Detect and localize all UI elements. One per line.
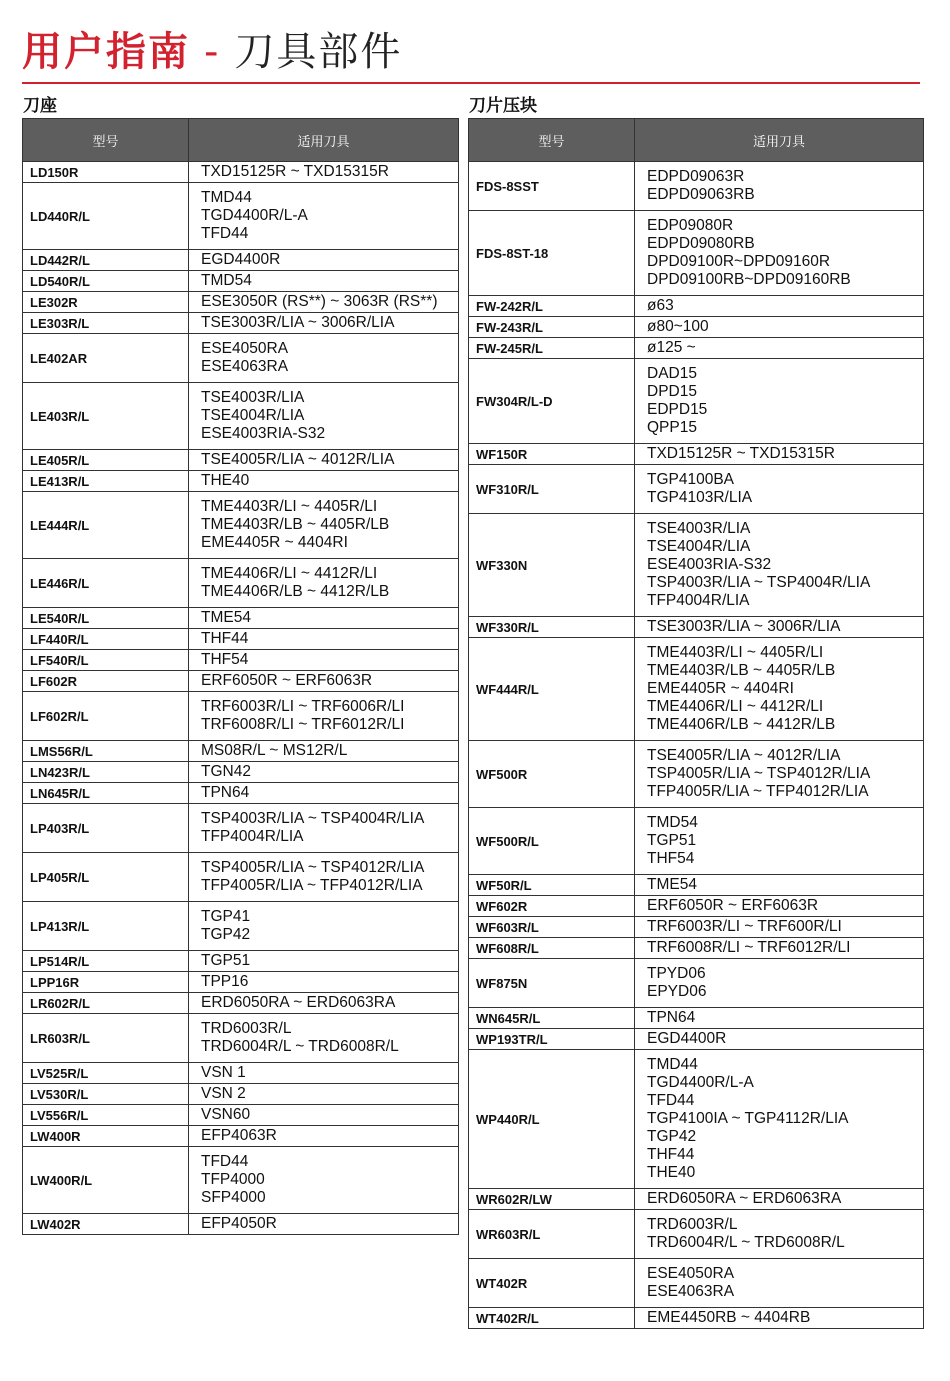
table-row <box>469 162 924 211</box>
tool-line: ERD6050RA ~ ERD6063RA <box>201 994 396 1011</box>
tool-line: EDPD09063R <box>647 168 745 185</box>
tool-line: TGN42 <box>201 763 251 780</box>
tools-cell <box>189 671 459 692</box>
table-row <box>469 1308 924 1329</box>
tool-line: THF54 <box>201 651 249 668</box>
tools-cell <box>189 162 459 183</box>
model-cell: FDS-8SST <box>469 162 635 211</box>
tools-cell <box>189 1014 459 1063</box>
model-cell: LE405R/L <box>23 450 189 471</box>
tool-line: TGP42 <box>201 926 251 943</box>
table-row <box>23 671 459 692</box>
right-section-heading: 刀片压块 <box>469 96 537 116</box>
tool-line: TPP16 <box>201 973 249 990</box>
tool-line: ø125 ~ <box>647 339 696 356</box>
tools-cell <box>635 296 924 317</box>
model-cell: LE444R/L <box>23 492 189 559</box>
model-cell: LP413R/L <box>23 902 189 951</box>
tools-cell <box>635 1210 924 1259</box>
table-header-row <box>469 119 924 162</box>
tool-line: EDPD15 <box>647 401 708 418</box>
tools-cell <box>635 1050 924 1189</box>
tools-cell <box>189 1084 459 1105</box>
table-row <box>23 650 459 671</box>
table-row <box>469 465 924 514</box>
table-row <box>23 762 459 783</box>
tool-line: THF44 <box>201 630 249 647</box>
table-row <box>469 808 924 875</box>
model-cell: LN423R/L <box>23 762 189 783</box>
tools-cell <box>189 1214 459 1235</box>
tool-line: THE40 <box>647 1164 696 1181</box>
model-cell: FDS-8ST-18 <box>469 211 635 296</box>
tool-line: ESE4063RA <box>647 1283 735 1300</box>
tools-cell <box>635 741 924 808</box>
tools-cell <box>635 638 924 741</box>
tools-cell <box>635 317 924 338</box>
table-row <box>23 334 459 383</box>
table-row <box>469 938 924 959</box>
model-cell: LF540R/L <box>23 650 189 671</box>
tool-line: EDP09080R <box>647 217 734 234</box>
tool-line: MS08R/L ~ MS12R/L <box>201 742 348 759</box>
table-row <box>23 902 459 951</box>
tool-line: TFP4004R/LIA <box>201 828 304 845</box>
model-cell: LE302R <box>23 292 189 313</box>
tool-line: TSP4005R/LIA ~ TSP4012R/LIA <box>201 859 425 876</box>
tool-line: TGP4100IA ~ TGP4112R/LIA <box>647 1110 849 1127</box>
model-cell: WR603R/L <box>469 1210 635 1259</box>
tools-cell <box>189 559 459 608</box>
tools-cell <box>635 338 924 359</box>
model-cell: LD442R/L <box>23 250 189 271</box>
tool-line: TRD6003R/L <box>201 1020 292 1037</box>
tool-line: TSE4005R/LIA ~ 4012R/LIA <box>647 747 841 764</box>
tool-line: VSN 2 <box>201 1085 246 1102</box>
model-cell: WF500R/L <box>469 808 635 875</box>
tool-line: TSE4003R/LIA <box>647 520 751 537</box>
model-cell: LV525R/L <box>23 1063 189 1084</box>
tools-cell <box>189 450 459 471</box>
model-cell: LPP16R <box>23 972 189 993</box>
tool-line: TME4406R/LI ~ 4412R/LI <box>201 565 378 582</box>
model-cell: WF310R/L <box>469 465 635 514</box>
table-row <box>469 1050 924 1189</box>
tools-cell <box>189 853 459 902</box>
table-row <box>23 450 459 471</box>
tool-line: QPP15 <box>647 419 697 436</box>
tool-line: EDPD09063RB <box>647 186 755 203</box>
table-row <box>23 250 459 271</box>
tools-cell <box>635 896 924 917</box>
tool-holder-table <box>22 118 459 1235</box>
col-header-model: 型号 <box>469 119 635 162</box>
col-header-tools: 适用刀具 <box>635 119 924 162</box>
table-row <box>23 853 459 902</box>
model-cell: WF602R <box>469 896 635 917</box>
tools-cell <box>635 1189 924 1210</box>
tools-cell <box>189 271 459 292</box>
table-row <box>23 471 459 492</box>
model-cell: WN645R/L <box>469 1008 635 1029</box>
tool-line: TFP4005R/LIA ~ TFP4012R/LIA <box>201 877 423 894</box>
model-cell: LD150R <box>23 162 189 183</box>
model-cell: WF330R/L <box>469 617 635 638</box>
tool-line: TSE4004R/LIA <box>647 538 751 555</box>
model-cell: LV530R/L <box>23 1084 189 1105</box>
tools-cell <box>189 1126 459 1147</box>
tools-cell <box>189 783 459 804</box>
table-row <box>23 972 459 993</box>
tool-line: EFP4063R <box>201 1127 277 1144</box>
tool-line: TRF6003R/LI ~ TRF600R/LI <box>647 918 842 935</box>
table-row <box>469 638 924 741</box>
model-cell: WF603R/L <box>469 917 635 938</box>
model-cell: LF602R/L <box>23 692 189 741</box>
tool-line: EDPD09080RB <box>647 235 755 252</box>
table-row <box>469 1210 924 1259</box>
tool-line: VSN 1 <box>201 1064 246 1081</box>
tool-line: DPD15 <box>647 383 697 400</box>
col-header-model: 型号 <box>23 119 189 162</box>
tool-line: TFD44 <box>201 1153 249 1170</box>
tool-line: TFP4000 <box>201 1171 265 1188</box>
left-section-heading: 刀座 <box>23 96 57 116</box>
model-cell: FW-243R/L <box>469 317 635 338</box>
model-cell: LN645R/L <box>23 783 189 804</box>
tool-line: TSP4005R/LIA ~ TSP4012R/LIA <box>647 765 871 782</box>
model-cell: WF608R/L <box>469 938 635 959</box>
tool-line: TGD4400R/L-A <box>201 207 308 224</box>
tool-line: THF54 <box>647 850 695 867</box>
tool-line: TFD44 <box>201 225 249 242</box>
table-row <box>469 917 924 938</box>
model-cell: LF602R <box>23 671 189 692</box>
tool-line: ESE4050RA <box>201 340 289 357</box>
model-cell: LP403R/L <box>23 804 189 853</box>
tool-line: TFD44 <box>647 1092 695 1109</box>
model-cell: LV556R/L <box>23 1105 189 1126</box>
tool-line: TPN64 <box>647 1009 696 1026</box>
model-cell: LW400R/L <box>23 1147 189 1214</box>
table-row <box>469 741 924 808</box>
table-row <box>23 1214 459 1235</box>
tool-line: TME4403R/LB ~ 4405R/LB <box>201 516 390 533</box>
table-row <box>469 296 924 317</box>
tool-line: TGP51 <box>647 832 697 849</box>
title-separator: - <box>204 29 221 75</box>
tool-line: TPYD06 <box>647 965 706 982</box>
tool-line: TGP4100BA <box>647 471 735 488</box>
tool-line: TSE3003R/LIA ~ 3006R/LIA <box>647 618 841 635</box>
model-cell: LE446R/L <box>23 559 189 608</box>
table-row <box>23 492 459 559</box>
tools-cell <box>635 617 924 638</box>
tool-line: TME4406R/LI ~ 4412R/LI <box>647 698 824 715</box>
table-row <box>469 359 924 444</box>
model-cell: WF50R/L <box>469 875 635 896</box>
tool-line: EME4450RB ~ 4404RB <box>647 1309 811 1326</box>
model-cell: WT402R/L <box>469 1308 635 1329</box>
table-row <box>469 514 924 617</box>
tools-cell <box>189 292 459 313</box>
model-cell: FW-242R/L <box>469 296 635 317</box>
model-cell: WT402R <box>469 1259 635 1308</box>
model-cell: LR603R/L <box>23 1014 189 1063</box>
table-row <box>23 783 459 804</box>
table-row <box>469 875 924 896</box>
tools-cell <box>635 938 924 959</box>
tools-cell <box>635 875 924 896</box>
table-row <box>469 896 924 917</box>
table-header-row <box>23 119 459 162</box>
model-cell: LE403R/L <box>23 383 189 450</box>
table-row <box>23 559 459 608</box>
tools-cell <box>189 650 459 671</box>
tools-cell <box>635 359 924 444</box>
model-cell: WF875N <box>469 959 635 1008</box>
tools-cell <box>189 993 459 1014</box>
table-row <box>23 292 459 313</box>
tool-line: TGP42 <box>647 1128 697 1145</box>
tool-line: ø80~100 <box>647 318 709 335</box>
table-row <box>469 317 924 338</box>
tool-line: ERD6050RA ~ ERD6063RA <box>647 1190 842 1207</box>
table-row <box>23 951 459 972</box>
page-title <box>22 28 402 76</box>
tools-cell <box>189 629 459 650</box>
model-cell: FW304R/L-D <box>469 359 635 444</box>
table-row <box>23 741 459 762</box>
model-cell: WF150R <box>469 444 635 465</box>
tools-cell <box>189 250 459 271</box>
title-rule <box>22 82 920 84</box>
title-sub: 刀具部件 <box>234 29 403 75</box>
tool-line: EME4405R ~ 4404RI <box>201 534 348 551</box>
table-row <box>469 444 924 465</box>
model-cell: LE413R/L <box>23 471 189 492</box>
tool-line: TSP4003R/LIA ~ TSP4004R/LIA <box>647 574 871 591</box>
tool-line: TPN64 <box>201 784 250 801</box>
tool-line: ERF6050R ~ ERF6063R <box>647 897 819 914</box>
table-row <box>23 993 459 1014</box>
tool-line: TSP4003R/LIA ~ TSP4004R/LIA <box>201 810 425 827</box>
tool-line: TMD54 <box>647 814 698 831</box>
tool-line: ø63 <box>647 297 674 314</box>
tool-line: EME4405R ~ 4404RI <box>647 680 794 697</box>
tool-line: TRF6008R/LI ~ TRF6012R/LI <box>201 716 405 733</box>
table-row <box>23 1105 459 1126</box>
model-cell: LE540R/L <box>23 608 189 629</box>
model-cell: LD440R/L <box>23 183 189 250</box>
insert-clamp-table <box>468 118 924 1329</box>
tool-line: TME54 <box>201 609 251 626</box>
tools-cell <box>189 383 459 450</box>
tool-line: TFP4005R/LIA ~ TFP4012R/LIA <box>647 783 869 800</box>
tools-cell <box>189 313 459 334</box>
tools-cell <box>189 608 459 629</box>
tool-line: SFP4000 <box>201 1189 266 1206</box>
tools-cell <box>189 762 459 783</box>
tool-line: TMD54 <box>201 272 252 289</box>
table-row <box>469 338 924 359</box>
tool-line: ESE4050RA <box>647 1265 735 1282</box>
tools-cell <box>189 1105 459 1126</box>
table-row <box>23 1014 459 1063</box>
tool-line: TRD6004R/L ~ TRD6008R/L <box>201 1038 399 1055</box>
tool-line: TSE4004R/LIA <box>201 407 305 424</box>
tool-line: TME4406R/LB ~ 4412R/LB <box>201 583 390 600</box>
tools-cell <box>635 444 924 465</box>
tools-cell <box>189 972 459 993</box>
table-row <box>23 608 459 629</box>
tool-line: TME4403R/LI ~ 4405R/LI <box>647 644 824 661</box>
table-row <box>23 692 459 741</box>
tool-line: TGP4103R/LIA <box>647 489 753 506</box>
tool-line: ESE4003RIA-S32 <box>201 425 326 442</box>
title-main: 用户指南 <box>22 29 190 75</box>
model-cell: LE303R/L <box>23 313 189 334</box>
table-row <box>23 313 459 334</box>
tools-cell <box>635 211 924 296</box>
table-row <box>23 383 459 450</box>
model-cell: LR602R/L <box>23 993 189 1014</box>
tool-line: TRF6003R/LI ~ TRF6006R/LI <box>201 698 405 715</box>
tool-line: DPD09100RB~DPD09160RB <box>647 271 851 288</box>
model-cell: WF500R <box>469 741 635 808</box>
tool-line: TGP41 <box>201 908 251 925</box>
tool-line: TXD15125R ~ TXD15315R <box>647 445 835 462</box>
model-cell: WF330N <box>469 514 635 617</box>
tools-cell <box>189 902 459 951</box>
tool-line: TGD4400R/L-A <box>647 1074 754 1091</box>
tools-cell <box>635 1008 924 1029</box>
tools-cell <box>189 951 459 972</box>
tool-line: TRF6008R/LI ~ TRF6012R/LI <box>647 939 851 956</box>
tool-line: TSE4003R/LIA <box>201 389 305 406</box>
tool-line: EPYD06 <box>647 983 707 1000</box>
table-row <box>23 1126 459 1147</box>
tool-line: TMD44 <box>647 1056 698 1073</box>
tools-cell <box>189 492 459 559</box>
tools-cell <box>189 804 459 853</box>
tool-line: TRD6004R/L ~ TRD6008R/L <box>647 1234 845 1251</box>
model-cell: LP514R/L <box>23 951 189 972</box>
tool-line: ESE4063RA <box>201 358 289 375</box>
table-row <box>469 959 924 1008</box>
table-row <box>469 617 924 638</box>
tool-line: TXD15125R ~ TXD15315R <box>201 163 389 180</box>
tool-line: TFP4004R/LIA <box>647 592 750 609</box>
table-row <box>469 1259 924 1308</box>
tools-cell <box>635 1029 924 1050</box>
model-cell: FW-245R/L <box>469 338 635 359</box>
col-header-tools: 适用刀具 <box>189 119 459 162</box>
tool-line: EGD4400R <box>201 251 281 268</box>
tools-cell <box>189 1063 459 1084</box>
tool-line: TRD6003R/L <box>647 1216 738 1233</box>
model-cell: LW402R <box>23 1214 189 1235</box>
model-cell: WP440R/L <box>469 1050 635 1189</box>
tool-line: ESE4003RIA-S32 <box>647 556 772 573</box>
table-row <box>23 1147 459 1214</box>
tools-cell <box>635 808 924 875</box>
table-row <box>23 271 459 292</box>
tools-cell <box>635 162 924 211</box>
tool-line: TGP51 <box>201 952 251 969</box>
table-row <box>23 629 459 650</box>
tool-line: ESE3050R (RS**) ~ 3063R (RS**) <box>201 293 438 310</box>
model-cell: LW400R <box>23 1126 189 1147</box>
tools-cell <box>635 959 924 1008</box>
tool-line: TME54 <box>647 876 697 893</box>
table-row <box>23 1084 459 1105</box>
model-cell: LF440R/L <box>23 629 189 650</box>
model-cell: LE402AR <box>23 334 189 383</box>
table-row <box>469 211 924 296</box>
tool-line: THE40 <box>201 472 250 489</box>
tools-cell <box>635 1308 924 1329</box>
tools-cell <box>189 471 459 492</box>
tool-line: DPD09100R~DPD09160R <box>647 253 831 270</box>
table-row <box>23 1063 459 1084</box>
tools-cell <box>635 917 924 938</box>
table-row <box>23 162 459 183</box>
tool-line: ERF6050R ~ ERF6063R <box>201 672 373 689</box>
table-row <box>469 1189 924 1210</box>
tool-line: TMD44 <box>201 189 252 206</box>
table-row <box>469 1029 924 1050</box>
model-cell: LD540R/L <box>23 271 189 292</box>
tool-line: THF44 <box>647 1146 695 1163</box>
tools-cell <box>189 1147 459 1214</box>
tool-line: DAD15 <box>647 365 697 382</box>
model-cell: WR602R/LW <box>469 1189 635 1210</box>
tool-line: TME4403R/LB ~ 4405R/LB <box>647 662 836 679</box>
tools-cell <box>635 465 924 514</box>
tool-line: EFP4050R <box>201 1215 277 1232</box>
tools-cell <box>189 692 459 741</box>
model-cell: LMS56R/L <box>23 741 189 762</box>
tools-cell <box>635 514 924 617</box>
table-row <box>469 1008 924 1029</box>
model-cell: WF444R/L <box>469 638 635 741</box>
tool-line: TME4403R/LI ~ 4405R/LI <box>201 498 378 515</box>
tools-cell <box>189 741 459 762</box>
table-row <box>23 183 459 250</box>
tool-line: VSN60 <box>201 1106 251 1123</box>
tools-cell <box>635 1259 924 1308</box>
tool-line: TME4406R/LB ~ 4412R/LB <box>647 716 836 733</box>
tool-line: TSE3003R/LIA ~ 3006R/LIA <box>201 314 395 331</box>
table-row <box>23 804 459 853</box>
tool-line: EGD4400R <box>647 1030 727 1047</box>
tool-line: TSE4005R/LIA ~ 4012R/LIA <box>201 451 395 468</box>
model-cell: WP193TR/L <box>469 1029 635 1050</box>
tools-cell <box>189 183 459 250</box>
model-cell: LP405R/L <box>23 853 189 902</box>
tools-cell <box>189 334 459 383</box>
